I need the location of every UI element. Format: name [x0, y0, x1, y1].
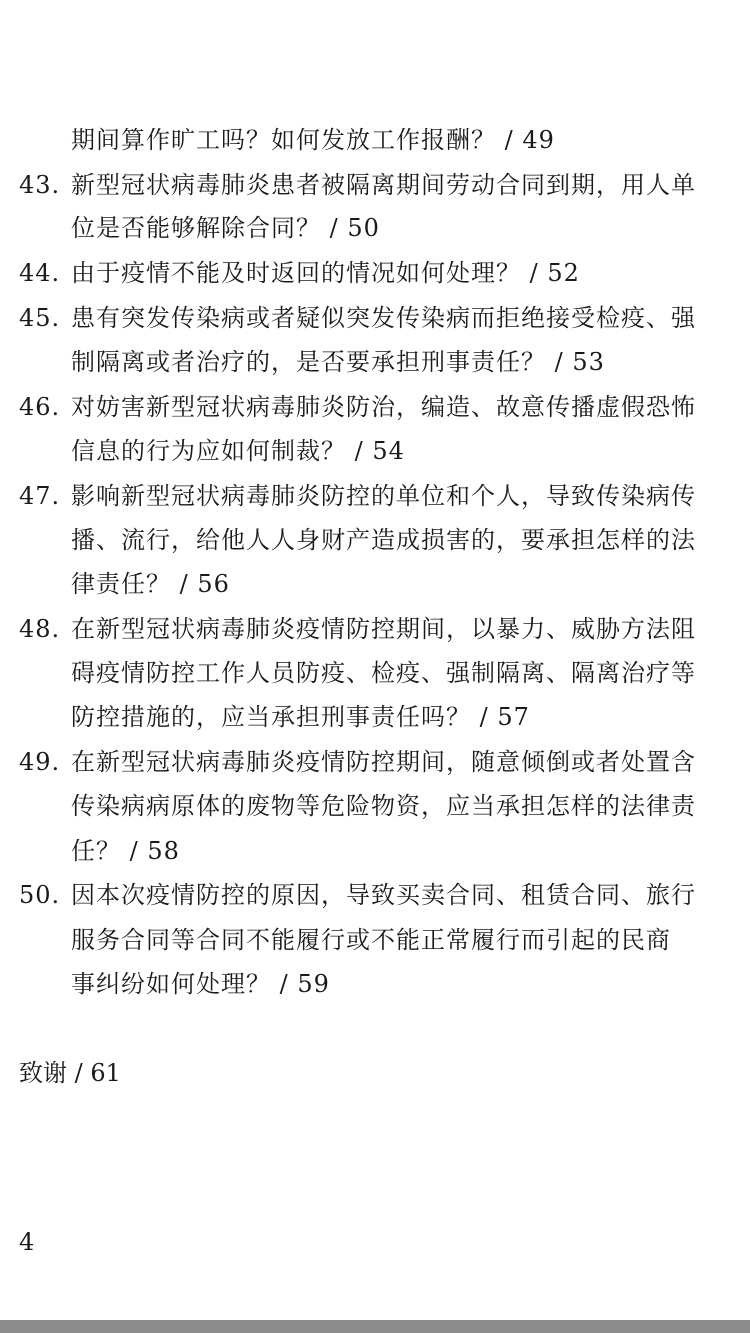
toc-entry-text: 因本次疫情防控的原因，导致买卖合同、租赁合同、旅行	[71, 881, 696, 909]
toc-entry-text: 制隔离或者治疗的，是否要承担刑事责任？ / 53	[71, 348, 605, 376]
bottom-scroll-bar	[0, 1320, 750, 1333]
toc-entry-text: 期间算作旷工吗？如何发放工作报酬？ / 49	[71, 126, 555, 154]
toc-entry-number: 48.	[19, 615, 61, 643]
toc-entry-text: 患有突发传染病或者疑似突发传染病而拒绝接受检疫、强	[71, 304, 696, 332]
toc-entry-number: 49.	[19, 748, 61, 776]
toc-entry-text: 事纠纷如何处理？ / 59	[71, 970, 330, 998]
toc-entry-number: 50.	[19, 881, 61, 909]
toc-entry-text: 传染病病原体的废物等危险物资，应当承担怎样的法律责	[71, 792, 696, 820]
toc-entry-text: 位是否能够解除合同？ / 50	[71, 214, 380, 242]
toc-entry-text: 信息的行为应如何制裁？ / 54	[71, 437, 405, 465]
toc-entry-text: 对妨害新型冠状病毒肺炎防治，编造、故意传播虚假恐怖	[71, 393, 696, 421]
toc-entry-text: 播、流行，给他人人身财产造成损害的，要承担怎样的法	[71, 526, 696, 554]
toc-entry-number: 44.	[19, 259, 61, 287]
toc-entry-number: 43.	[19, 171, 61, 199]
toc-entry-text: 影响新型冠状病毒肺炎防控的单位和个人，导致传染病传	[71, 482, 696, 510]
toc-entry-text: 律责任？ / 56	[71, 570, 230, 598]
toc-entry-number: 46.	[19, 393, 61, 421]
toc-entry-text: 由于疫情不能及时返回的情况如何处理？ / 52	[71, 259, 580, 287]
toc-entry-text: 碍疫情防控工作人员防疫、检疫、强制隔离、隔离治疗等	[71, 659, 696, 687]
page-number: 4	[19, 1228, 35, 1256]
toc-entry-text: 服务合同等合同不能履行或不能正常履行而引起的民商	[71, 926, 671, 954]
toc-entry-text: 在新型冠状病毒肺炎疫情防控期间，随意倾倒或者处置含	[71, 748, 696, 776]
toc-entry-text: 新型冠状病毒肺炎患者被隔离期间劳动合同到期，用人单	[71, 171, 696, 199]
toc-entry-text: 在新型冠状病毒肺炎疫情防控期间，以暴力、威胁方法阻	[71, 615, 696, 643]
toc-entry-number: 45.	[19, 304, 61, 332]
toc-entry-text: 防控措施的，应当承担刑事责任吗？ / 57	[71, 703, 530, 731]
toc-entry-acknowledgement: 致谢 / 61	[19, 1059, 121, 1087]
toc-entry-text: 任？ / 58	[71, 837, 180, 865]
toc-entry-number: 47.	[19, 482, 61, 510]
